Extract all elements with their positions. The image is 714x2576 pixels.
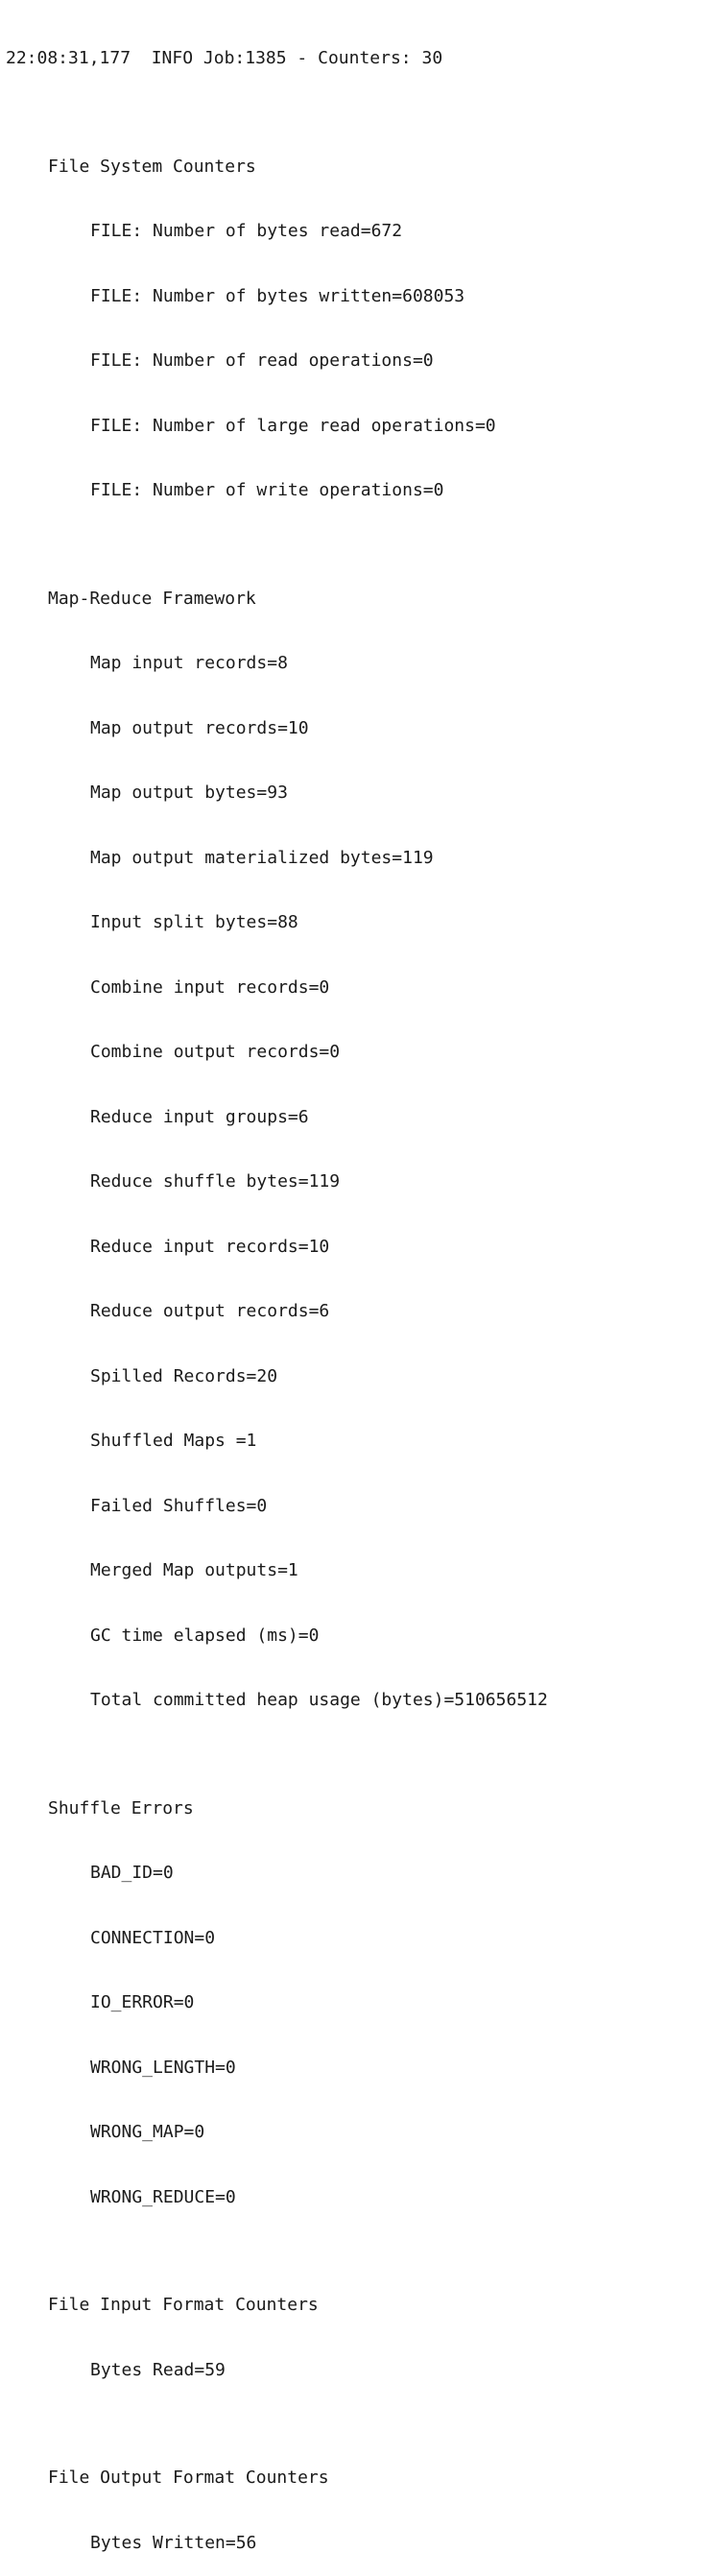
counter-group-title: File Input Format Counters — [48, 2295, 319, 2315]
counter-line: Merged Map outputs=1 — [90, 1560, 298, 1580]
counter-line: Map output materialized bytes=119 — [90, 847, 434, 868]
log-output — [6, 5, 711, 2576]
log-header: 22:08:31,177 INFO Job:1385 - Counters: 30 — [6, 48, 443, 68]
counter-line: Map output bytes=93 — [90, 782, 288, 803]
counter-line: Shuffled Maps =1 — [90, 1431, 257, 1451]
counter-group-title: Shuffle Errors — [48, 1797, 194, 1818]
counter-group-title: Map-Reduce Framework — [48, 588, 256, 609]
counter-line: WRONG_LENGTH=0 — [90, 2057, 236, 2078]
counter-line: FILE: Number of read operations=0 — [90, 350, 434, 371]
counter-line: WRONG_MAP=0 — [90, 2122, 205, 2142]
counter-line: FILE: Number of bytes read=672 — [90, 221, 403, 241]
counter-line: Reduce output records=6 — [90, 1301, 330, 1321]
counter-line: Failed Shuffles=0 — [90, 1495, 268, 1516]
counter-line: Reduce input groups=6 — [90, 1106, 309, 1127]
counter-line: Map input records=8 — [90, 653, 288, 673]
counter-group-title: File System Counters — [48, 156, 256, 177]
counter-line: CONNECTION=0 — [90, 1927, 216, 1948]
counter-line: FILE: Number of bytes written=608053 — [90, 285, 465, 306]
counter-line: Bytes Written=56 — [90, 2532, 257, 2553]
counter-line: FILE: Number of write operations=0 — [90, 480, 444, 500]
counter-line: BAD_ID=0 — [90, 1863, 174, 1883]
counter-line: Reduce shuffle bytes=119 — [90, 1171, 341, 1192]
counter-line: GC time elapsed (ms)=0 — [90, 1625, 320, 1646]
counter-line: Map output records=10 — [90, 717, 309, 738]
counter-line: Input split bytes=88 — [90, 912, 298, 932]
counter-line: WRONG_REDUCE=0 — [90, 2186, 236, 2207]
counter-line: IO_ERROR=0 — [90, 1992, 195, 2012]
counter-line: Total committed heap usage (bytes)=510656512 — [90, 1690, 548, 1710]
counter-line: FILE: Number of large read operations=0 — [90, 415, 496, 436]
counter-line: Combine input records=0 — [90, 976, 330, 998]
counter-line: Spilled Records=20 — [90, 1365, 278, 1386]
counter-line: Reduce input records=10 — [90, 1236, 330, 1257]
counter-line: Combine output records=0 — [90, 1042, 341, 1062]
counter-group-title: File Output Format Counters — [48, 2468, 329, 2488]
counter-line: Bytes Read=59 — [90, 2359, 226, 2380]
